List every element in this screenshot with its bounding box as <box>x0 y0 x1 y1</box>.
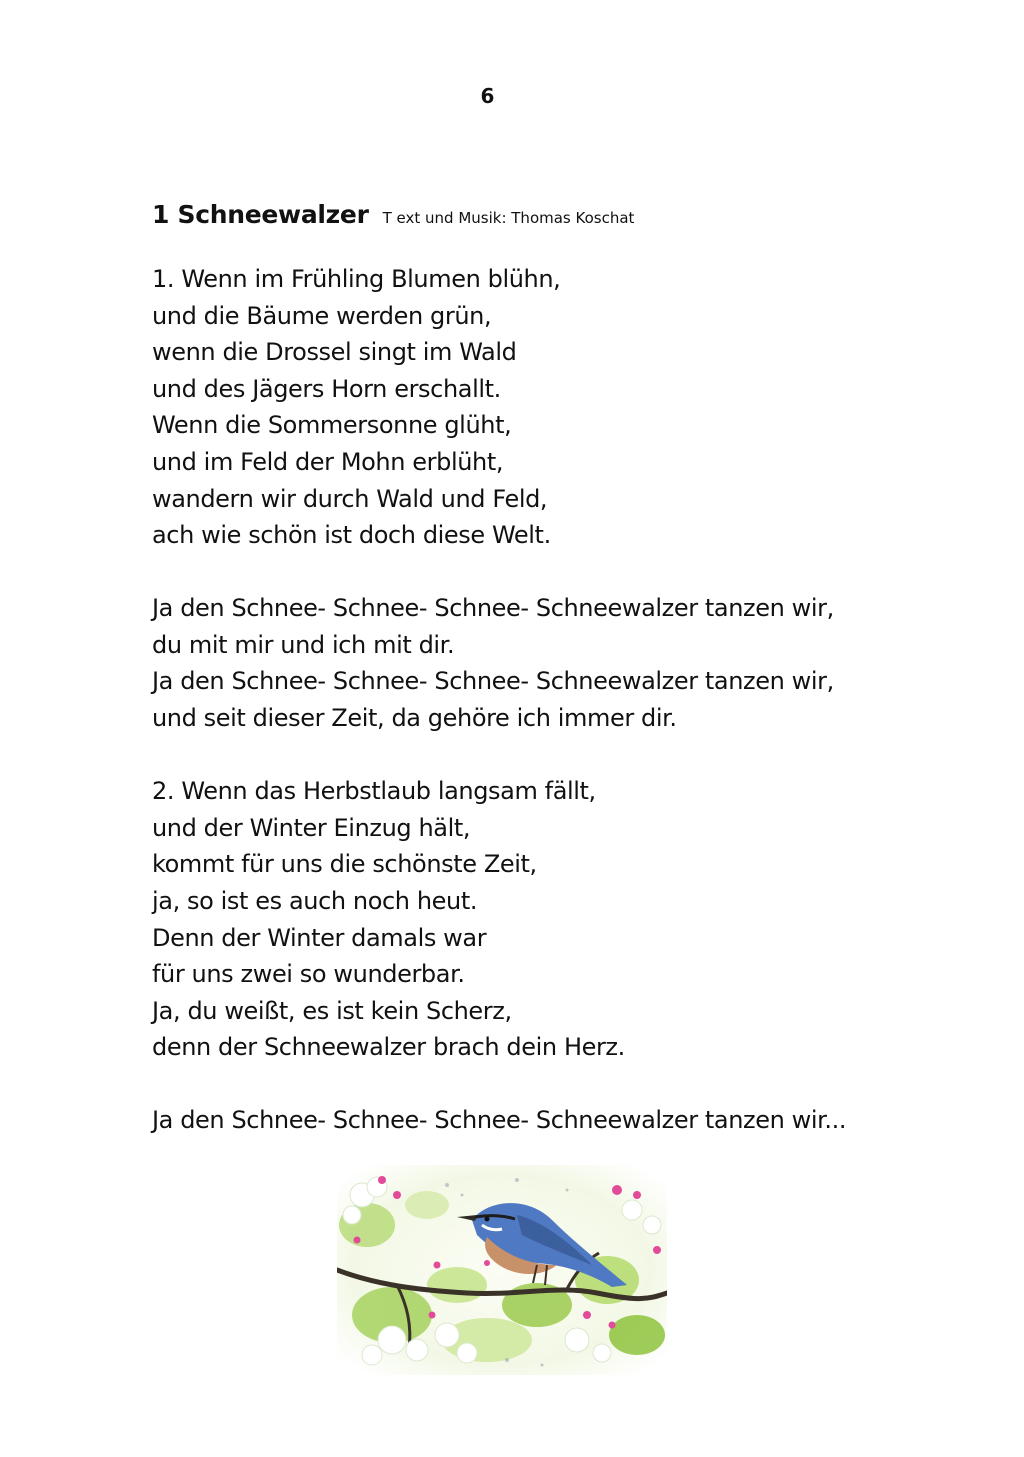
lyric-line: und die Bäume werden grün, <box>152 301 492 330</box>
lyric-line: denn der Schneewalzer brach dein Herz. <box>152 1033 625 1062</box>
song-title: 1 Schneewalzer <box>152 200 369 229</box>
lyric-line: und im Feld der Mohn erblüht, <box>152 447 504 476</box>
stanza-chorus <box>152 590 972 736</box>
lyric-line: kommt für uns die schönste Zeit, <box>152 850 537 879</box>
lyric-line: 1. Wenn im Frühling Blumen blühn, <box>152 265 561 293</box>
lyric-line: Ja den Schnee- Schnee- Schnee- Schneewalzer tanzen wir... <box>152 1106 847 1135</box>
stanza-verse-1 <box>152 261 972 554</box>
lyric-line: Ja den Schnee- Schnee- Schnee- Schneewalzer tanzen wir, <box>152 594 834 623</box>
stanza-chorus-repeat <box>152 1102 972 1139</box>
song-credit: T ext und Musik: Thomas Koschat <box>382 209 635 227</box>
title-row <box>152 200 972 229</box>
lyric-line: wandern wir durch Wald und Feld, <box>152 484 548 513</box>
lyric-line: und des Jägers Horn erschallt. <box>152 374 501 403</box>
lyric-line: du mit mir und ich mit dir. <box>152 630 455 659</box>
lyric-line: 2. Wenn das Herbstlaub langsam fällt, <box>152 777 596 806</box>
lyric-line: Ja den Schnee- Schnee- Schnee- Schneewalzer tanzen wir, <box>152 667 834 696</box>
lyric-line: wenn die Drossel singt im Wald <box>152 338 517 367</box>
stanza-verse-2 <box>152 773 972 1066</box>
page-number: 6 <box>480 84 495 108</box>
lyric-line: ach wie schön ist doch diese Welt. <box>152 521 551 550</box>
lyric-line: und seit dieser Zeit, da gehöre ich immer dir. <box>152 704 677 733</box>
lyric-line: Ja, du weißt, es ist kein Scherz, <box>152 996 512 1025</box>
lyric-line: und der Winter Einzug hält, <box>152 813 471 842</box>
lyric-line: ja, so ist es auch noch heut. <box>152 886 478 915</box>
song-content <box>152 200 972 1175</box>
lyric-line: Wenn die Sommersonne glüht, <box>152 411 512 440</box>
lyric-line: für uns zwei so wunderbar. <box>152 960 465 989</box>
lyric-line: Denn der Winter damals war <box>152 923 487 952</box>
bird-on-blossom-branch-icon <box>337 1165 667 1375</box>
